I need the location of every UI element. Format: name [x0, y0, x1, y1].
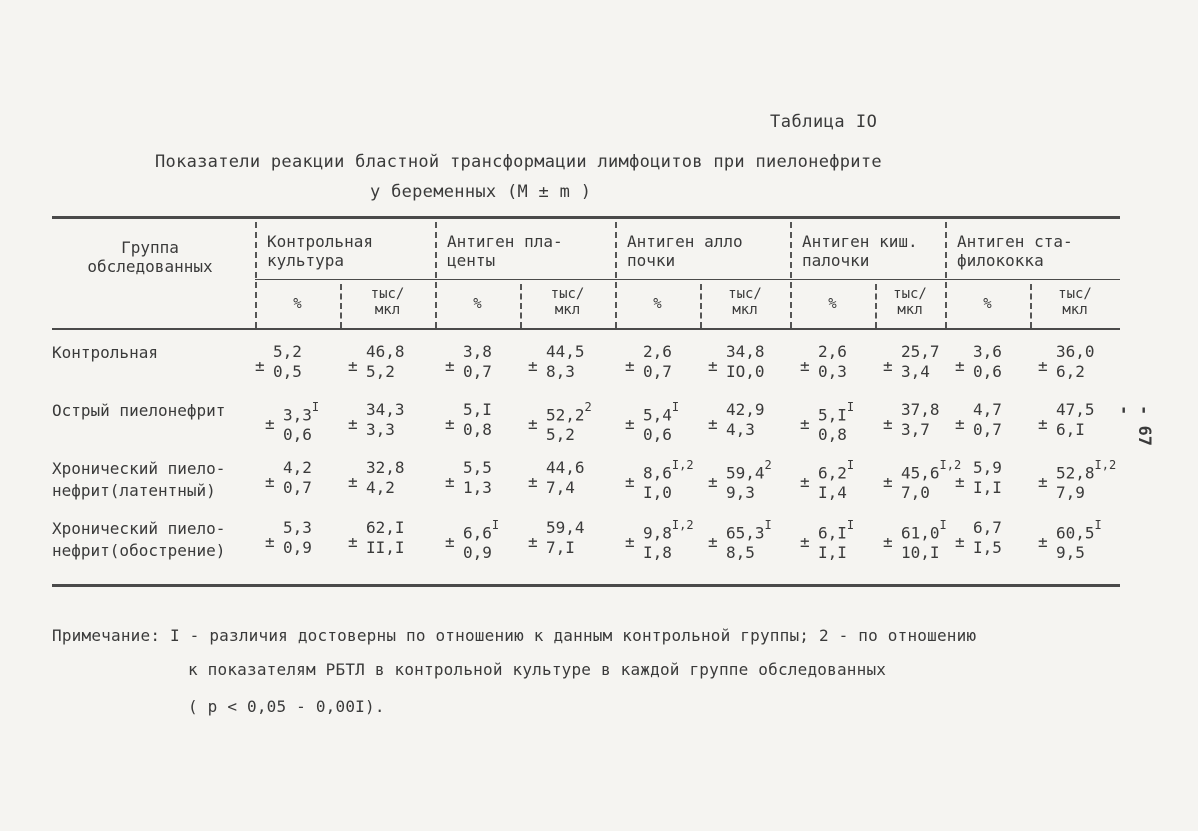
header-abs-2: тыс/ мкл [550, 286, 585, 318]
table-cell [883, 458, 963, 503]
table-cell [800, 342, 880, 382]
table-cell [528, 400, 608, 445]
table-cell [625, 342, 705, 382]
plus-minus-sign: ± [800, 356, 810, 375]
cell-error: 3,3 [366, 420, 395, 439]
cell-significance-mark: I [1094, 518, 1102, 532]
header-mid-rule [255, 279, 1120, 280]
cell-mean: 5,I [463, 400, 492, 419]
column-separator [435, 222, 437, 328]
header-pct-2: % [473, 296, 482, 312]
row-label: Хронический пиело- нефрит(обострение) [52, 519, 226, 560]
plus-minus-sign: ± [625, 472, 635, 491]
table-cell [883, 400, 963, 440]
table-cell [708, 400, 788, 440]
plus-minus-sign: ± [708, 532, 718, 551]
table-cell [445, 458, 525, 498]
header-abs-4: тыс/ мкл [893, 286, 927, 318]
header-group: Группа обследованных [87, 238, 213, 276]
header-col-5: Антиген ста- филококка [957, 232, 1073, 270]
cell-error: 1,3 [463, 478, 492, 497]
table-bottom-rule [52, 584, 1120, 587]
cell-mean: $61,0^I$ [901, 518, 947, 543]
cell-mean: 62,I [366, 518, 405, 537]
table-cell [1038, 518, 1118, 563]
cell-mean: 4,7 [973, 400, 1002, 419]
table-caption-line2: у беременных (M ± m ) [370, 182, 592, 202]
plus-minus-sign: ± [1038, 532, 1048, 551]
plus-minus-sign: ± [348, 532, 358, 551]
plus-minus-sign: ± [800, 472, 810, 491]
cell-mean: $8,6^{I,2}$ [643, 458, 694, 483]
cell-error: 7,4 [546, 478, 575, 497]
plus-minus-sign: ± [883, 532, 893, 551]
plus-minus-sign: ± [1038, 356, 1048, 375]
cell-mean: $52,8^{I,2}$ [1056, 458, 1117, 483]
cell-error: 8,5 [726, 543, 755, 563]
plus-minus-sign: ± [1038, 414, 1048, 433]
table-cell [445, 518, 525, 563]
cell-significance-mark: I,2 [1094, 458, 1117, 472]
plus-minus-sign: ± [708, 472, 718, 491]
header-pct-5: % [983, 296, 992, 312]
table-top-rule [52, 216, 1120, 219]
table-cell [265, 518, 345, 558]
table-cell [625, 518, 705, 563]
cell-mean: $3,3^I$ [283, 400, 320, 425]
cell-error: 5,2 [366, 362, 395, 381]
plus-minus-sign: ± [625, 414, 635, 433]
cell-error: 3,7 [901, 420, 930, 439]
cell-mean: 44,6 [546, 458, 585, 477]
cell-significance-mark: I,2 [939, 458, 962, 472]
cell-mean: 37,8 [901, 400, 940, 419]
cell-error: I,I [818, 543, 847, 563]
cell-error: 4,3 [726, 420, 755, 439]
cell-error: 7,I [546, 538, 575, 557]
cell-significance-mark: I [939, 518, 947, 532]
table-cell [528, 518, 608, 558]
cell-error: IO,0 [726, 362, 765, 381]
cell-mean: 34,8 [726, 342, 765, 361]
header-pct-4: % [828, 296, 837, 312]
table-cell [800, 518, 880, 563]
cell-significance-mark: 2 [584, 400, 592, 414]
cell-error: 8,3 [546, 362, 575, 381]
cell-significance-mark: I [846, 458, 855, 472]
table-cell [348, 518, 428, 558]
table-label: Таблица IO [770, 112, 878, 132]
cell-error: 0,5 [273, 362, 302, 381]
header-pct-3: % [653, 296, 662, 312]
cell-error: 0,8 [818, 425, 847, 445]
cell-mean: $6,6^I$ [463, 518, 500, 543]
plus-minus-sign: ± [955, 532, 965, 551]
cell-error: 10,I [901, 543, 940, 563]
cell-mean: 25,7 [901, 342, 940, 361]
header-bottom-rule [52, 328, 1120, 330]
header-abs-5: тыс/ мкл [1058, 286, 1092, 318]
cell-mean: 5,2 [273, 342, 302, 361]
table-cell [955, 342, 1035, 382]
table-cell [883, 518, 963, 563]
plus-minus-sign: ± [255, 356, 265, 375]
plus-minus-sign: ± [528, 532, 538, 551]
table-cell [708, 342, 788, 382]
plus-minus-sign: ± [348, 472, 358, 491]
table-caption-line1: Показатели реакции бластной трансформации лимфоцитов при пиелонефрите [155, 152, 882, 172]
cell-significance-mark: I,2 [671, 458, 694, 472]
cell-mean: 52,2$^2$ [546, 400, 592, 425]
cell-error: II,I [366, 538, 405, 557]
table-cell [348, 342, 428, 382]
cell-error: I,0 [643, 483, 672, 503]
cell-significance-mark: I [764, 518, 772, 532]
table-cell [1038, 400, 1118, 440]
cell-error: I,4 [818, 483, 847, 503]
table-cell [955, 458, 1035, 498]
cell-mean: $6,I^I$ [818, 518, 855, 543]
cell-mean: $5,I^I$ [818, 400, 855, 425]
plus-minus-sign: ± [445, 356, 455, 375]
table-cell [800, 400, 880, 445]
header-col-1: Контрольная культура [267, 232, 373, 270]
cell-mean: 34,3 [366, 400, 405, 419]
plus-minus-sign: ± [955, 356, 965, 375]
table-cell [1038, 458, 1118, 503]
plus-minus-sign: ± [265, 532, 275, 551]
cell-mean: 5,5 [463, 458, 492, 477]
plus-minus-sign: ± [800, 532, 810, 551]
table-cell [265, 458, 345, 498]
cell-mean: 2,6 [818, 342, 847, 361]
cell-error: 0,3 [818, 362, 847, 381]
cell-significance-mark: I [846, 400, 855, 414]
table-cell [528, 342, 608, 382]
cell-mean: 42,9 [726, 400, 765, 419]
cell-mean: 4,2 [283, 458, 312, 477]
header-col-2: Антиген пла- центы [447, 232, 563, 270]
plus-minus-sign: ± [528, 472, 538, 491]
plus-minus-sign: ± [265, 472, 275, 491]
header-pct-1: % [293, 296, 302, 312]
cell-error: I,8 [643, 543, 672, 563]
header-abs-1: тыс/ мкл [370, 286, 405, 318]
plus-minus-sign: ± [528, 414, 538, 433]
row-label: Хронический пиело- нефрит(латентный) [52, 459, 226, 500]
plus-minus-sign: ± [445, 414, 455, 433]
cell-mean: 5,9 [973, 458, 1002, 477]
table-cell [1038, 342, 1118, 382]
header-col-4: Антиген киш. палочки [802, 232, 918, 270]
cell-error: 6,I [1056, 420, 1085, 439]
cell-error: 4,2 [366, 478, 395, 497]
cell-significance-mark: 2 [764, 458, 772, 472]
table-cell [955, 518, 1035, 558]
plus-minus-sign: ± [528, 356, 538, 375]
plus-minus-sign: ± [883, 472, 893, 491]
table-cell [955, 400, 1035, 440]
cell-mean: 59,4$^2$ [726, 458, 772, 483]
cell-mean: $5,4^I$ [643, 400, 680, 425]
cell-mean: 3,8 [463, 342, 492, 361]
cell-mean: 32,8 [366, 458, 405, 477]
table-cell [625, 458, 705, 503]
plus-minus-sign: ± [955, 472, 965, 491]
plus-minus-sign: ± [348, 414, 358, 433]
cell-error: 6,2 [1056, 362, 1085, 381]
cell-error: 0,6 [643, 425, 672, 445]
header-abs-3: тыс/ мкл [728, 286, 762, 318]
plus-minus-sign: ± [955, 414, 965, 433]
cell-error: 9,5 [1056, 543, 1085, 563]
cell-significance-mark: I [846, 518, 855, 532]
cell-mean: 47,5 [1056, 400, 1095, 419]
cell-error: 0,9 [283, 538, 312, 557]
table-cell [445, 342, 525, 382]
note-line1: Примечание: I - различия достоверны по отношению к данным контрольной группы; 2 - по отношению [52, 626, 977, 645]
cell-mean: 59,4 [546, 518, 585, 537]
cell-error: 0,6 [973, 362, 1002, 381]
cell-mean: $9,8^{I,2}$ [643, 518, 694, 543]
cell-error: 0,6 [283, 425, 312, 445]
cell-mean: $60,5^I$ [1056, 518, 1102, 543]
plus-minus-sign: ± [883, 414, 893, 433]
table-cell [708, 458, 788, 503]
cell-error: 0,8 [463, 420, 492, 439]
cell-mean: 2,6 [643, 342, 672, 361]
cell-mean: 36,0 [1056, 342, 1095, 361]
plus-minus-sign: ± [708, 356, 718, 375]
page-number: - 67 - [1114, 405, 1154, 446]
column-separator [945, 222, 947, 328]
table-cell [445, 400, 525, 440]
table-cell [348, 458, 428, 498]
plus-minus-sign: ± [265, 414, 275, 433]
cell-mean: 5,3 [283, 518, 312, 537]
row-label: Острый пиелонефрит [52, 401, 226, 420]
plus-minus-sign: ± [348, 356, 358, 375]
cell-mean: $6,2^I$ [818, 458, 855, 483]
column-separator [790, 222, 792, 328]
plus-minus-sign: ± [445, 472, 455, 491]
plus-minus-sign: ± [445, 532, 455, 551]
table-cell [255, 342, 335, 382]
table-cell [708, 518, 788, 563]
cell-error: 0,7 [283, 478, 312, 497]
plus-minus-sign: ± [708, 414, 718, 433]
cell-mean: 6,7 [973, 518, 1002, 537]
cell-error: 9,3 [726, 483, 755, 503]
cell-error: 7,9 [1056, 483, 1085, 503]
cell-significance-mark: I,2 [671, 518, 694, 532]
cell-mean: 46,8 [366, 342, 405, 361]
plus-minus-sign: ± [883, 356, 893, 375]
note-line3: ( p < 0,05 - 0,00I). [188, 697, 385, 716]
cell-error: 5,2 [546, 425, 575, 445]
table-cell [800, 458, 880, 503]
table-cell [265, 400, 345, 445]
cell-error: 0,9 [463, 543, 492, 563]
cell-significance-mark: I [671, 400, 680, 414]
column-separator [615, 222, 617, 328]
cell-significance-mark: I [491, 518, 500, 532]
cell-error: 0,7 [973, 420, 1002, 439]
cell-mean: $45,6^{I,2}$ [901, 458, 962, 483]
note-line2: к показателям РБТЛ в контрольной культуре в каждой группе обследованных [188, 660, 887, 679]
table-cell [348, 400, 428, 440]
cell-error: 0,7 [463, 362, 492, 381]
cell-error: 3,4 [901, 362, 930, 381]
plus-minus-sign: ± [800, 414, 810, 433]
cell-mean: $65,3^I$ [726, 518, 772, 543]
cell-mean: 44,5 [546, 342, 585, 361]
plus-minus-sign: ± [1038, 472, 1048, 491]
cell-significance-mark: I [311, 400, 320, 414]
table-cell [528, 458, 608, 498]
cell-error: I,5 [973, 538, 1002, 557]
table-cell [625, 400, 705, 445]
header-col-3: Антиген алло почки [627, 232, 743, 270]
cell-mean: 3,6 [973, 342, 1002, 361]
plus-minus-sign: ± [625, 356, 635, 375]
cell-error: 7,0 [901, 483, 930, 503]
cell-error: I,I [973, 478, 1002, 497]
plus-minus-sign: ± [625, 532, 635, 551]
cell-error: 0,7 [643, 362, 672, 381]
column-separator [255, 222, 257, 328]
table-cell [883, 342, 963, 382]
row-label: Контрольная [52, 343, 158, 362]
